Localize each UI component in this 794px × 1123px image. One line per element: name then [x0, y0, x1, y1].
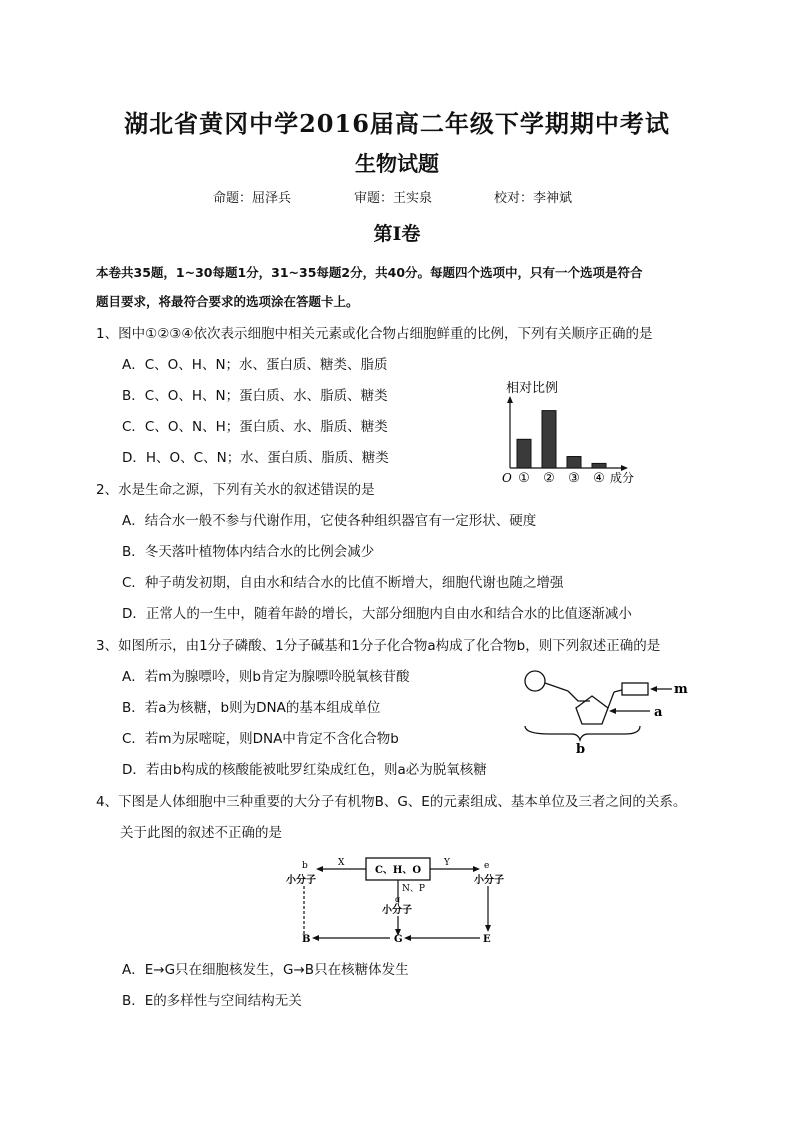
q4-stem: 4、下图是人体细胞中三种重要的大分子有机物B、G、E的元素组成、基本单位及三者之间的关系。: [96, 794, 687, 810]
chart-category-4: ④: [593, 471, 605, 486]
q3-option-b: B．若a为核糖，b则为DNA的基本组成单位: [122, 700, 381, 716]
q3-option-d: D．若由b构成的核酸能被吡罗红染成红色，则a必为脱氧核糖: [122, 762, 487, 778]
q2-option-d: D．正常人的一生中，随着年龄的增长，大部分细胞内自由水和结合水的比值逐渐减小: [122, 606, 632, 622]
mid-add-label: N、P: [402, 884, 425, 894]
nucleotide-diagram: [520, 664, 688, 757]
q4-stem-2: 关于此图的叙述不正确的是: [120, 825, 282, 841]
q1-bar-chart: [498, 376, 648, 488]
arrow-g-to-b-head: [312, 935, 319, 941]
arrow-y-head: [473, 866, 480, 872]
right-small-letter: e: [484, 861, 490, 871]
q2-option-c: C．种子萌发初期，自由水和结合水的比值不断增大，细胞代谢也随之增强: [122, 575, 564, 591]
q3-stem: 3、如图所示，由1分子磷酸、1分子碱基和1分子化合物a构成了化合物b，则下列叙述正确的是: [96, 638, 661, 654]
node-g: G: [394, 934, 403, 945]
q4-option-b: B．E的多样性与空间结构无关: [122, 993, 302, 1009]
chart-bar-2: [542, 411, 556, 468]
chart-bar-4: [592, 463, 606, 468]
chart-bar-3: [567, 457, 581, 468]
node-b: B: [302, 934, 311, 945]
q2-option-a: A．结合水一般不参与代谢作用，它使各种组织器官有一定形状、硬度: [122, 513, 537, 529]
pentose-pentagon: [576, 696, 608, 724]
q1-option-a: A．C、O、H、N；水、蛋白质、糖类、脂质: [122, 357, 388, 373]
q2-option-b: B．冬天落叶植物体内结合水的比例会减少: [122, 544, 375, 560]
mid-small-letter: g: [395, 895, 401, 904]
node-e: E: [483, 934, 491, 945]
q1-stem: 1、图中①②③④依次表示细胞中相关元素或化合物占细胞鲜重的比例，下列有关顺序正确的是: [96, 326, 653, 342]
q1-option-d: D．H、O、C、N；水、蛋白质、脂质、糖类: [122, 450, 389, 466]
relation-diagram: [280, 852, 520, 947]
label-b: b: [576, 742, 586, 757]
phosphate-bond: [545, 683, 568, 691]
reviewer: 审题：王实泉: [354, 191, 433, 206]
proofreader: 校对：李神斌: [494, 191, 573, 206]
phosphate-circle: [525, 671, 545, 691]
setter: 命题：屈泽兵: [213, 191, 292, 206]
label-x: X: [338, 858, 345, 868]
intro-line-1: 本卷共35题，1~30每题1分，31~35每题2分，共40分。每题四个选项中，只有一个选项是符合: [96, 265, 643, 280]
arrow-e-to-g-head: [404, 935, 411, 941]
arrow-x-head: [316, 866, 323, 872]
chart-ylabel: 相对比例: [506, 381, 559, 396]
q3-option-c: C．若m为尿嘧啶，则DNA中肯定不含化合物b: [122, 731, 399, 747]
arrow-a-head: [609, 708, 616, 714]
chart-category-2: ②: [543, 471, 555, 486]
q3-option-a: A．若m为腺嘌呤，则b肯定为腺嘌呤脱氧核苷酸: [122, 669, 410, 685]
q1-option-b: B．C、O、H、N；蛋白质、水、脂质、糖类: [122, 388, 388, 404]
left-small-label: 小分子: [286, 875, 316, 886]
brace-b: [525, 726, 640, 740]
center-box-label: C、H、O: [374, 865, 422, 876]
right-small-label: 小分子: [474, 875, 504, 886]
chart-category-1: ①: [518, 471, 530, 486]
chart-bar-1: [517, 439, 531, 468]
mid-small-label: 小分子: [382, 905, 412, 916]
intro-line-2: 题目要求，将最符合要求的选项涂在答题卡上。: [96, 294, 359, 309]
q4-option-a: A．E→G只在细胞核发生，G→B只在核糖体发生: [122, 962, 409, 978]
q2-stem: 2、水是生命之源，下列有关水的叙述错误的是: [96, 482, 375, 498]
label-a: a: [654, 705, 663, 720]
label-m: m: [674, 682, 688, 697]
exam-title: 湖北省黄冈中学2016届高二年级下学期期中考试: [124, 109, 670, 138]
chart-y-arrow: [507, 396, 513, 403]
chart-category-3: ③: [568, 471, 580, 486]
base-bond: [608, 692, 614, 708]
base-bond-2: [614, 690, 622, 692]
base-rect: [622, 683, 648, 695]
label-y: Y: [444, 858, 450, 868]
left-small-letter: b: [302, 861, 308, 871]
q1-option-c: C．C、O、N、H；蛋白质、水、脂质、糖类: [122, 419, 388, 435]
arrow-right-down-head: [485, 925, 491, 932]
chart-origin: O: [502, 471, 512, 485]
volume-heading: 第Ⅰ卷: [373, 223, 421, 245]
arrow-m-head: [650, 686, 657, 692]
chart-xlabel: 成分: [610, 471, 635, 485]
exam-subtitle: 生物试题: [355, 151, 439, 176]
